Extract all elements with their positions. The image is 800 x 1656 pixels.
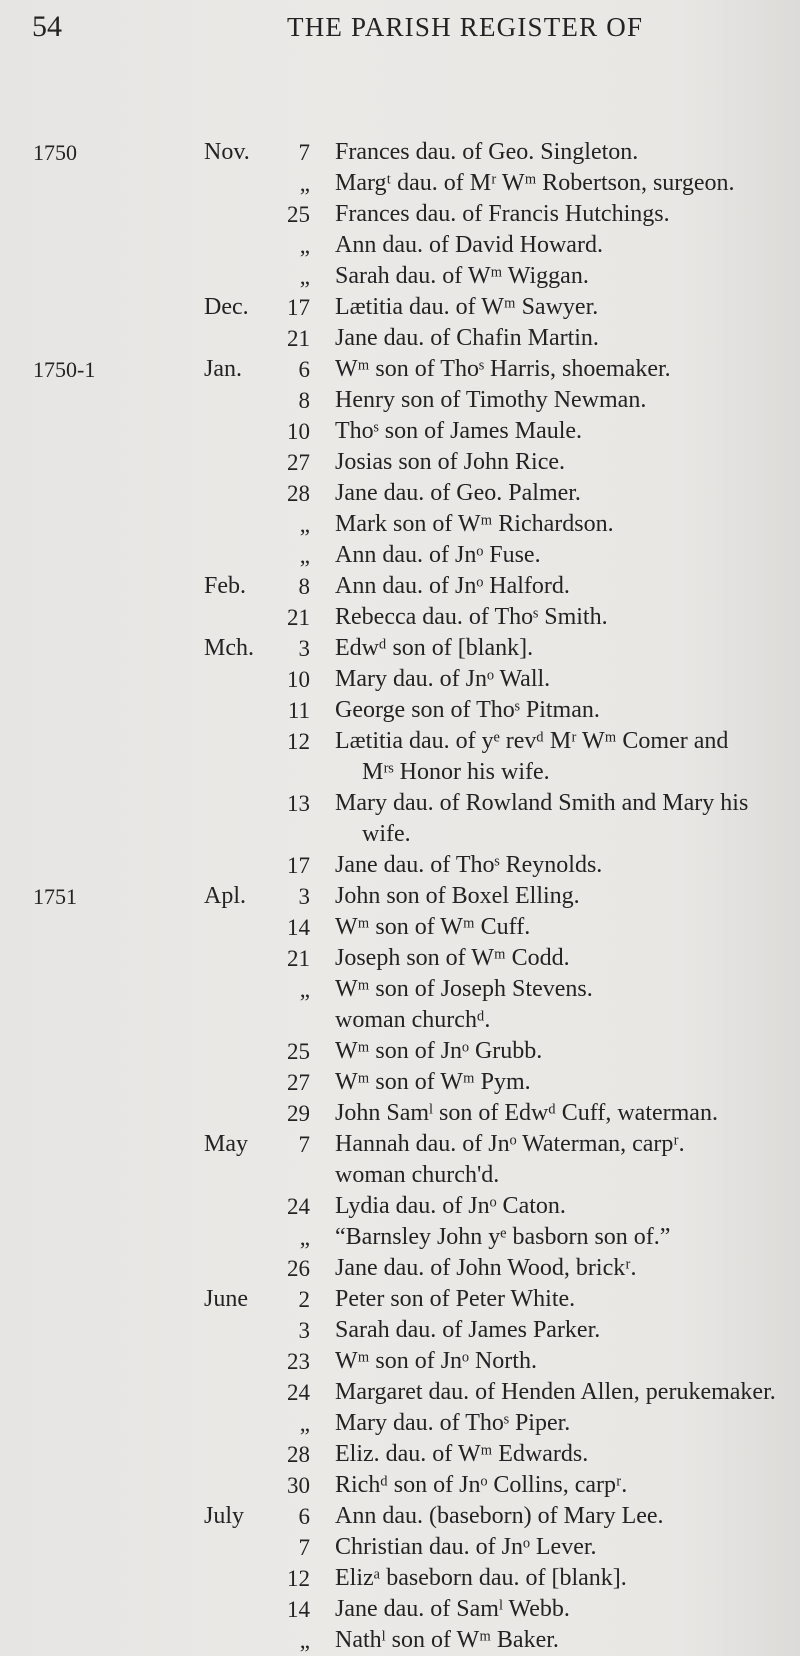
- register-entry: [0, 509, 800, 540]
- entry-day: „: [299, 1628, 310, 1653]
- entry-day: 6: [298, 1504, 310, 1529]
- register-entry: [0, 540, 800, 571]
- entry-text: “Barnsley John yᵉ basborn son of.”: [335, 1224, 671, 1250]
- entry-day: 3: [298, 636, 310, 661]
- register-entry: [0, 1129, 800, 1160]
- entry-day: 13: [287, 791, 310, 816]
- entry-text: Peter son of Peter White.: [335, 1286, 576, 1312]
- register-entry: [0, 168, 800, 199]
- entry-month: Feb.: [204, 573, 246, 599]
- entry-day: 23: [287, 1349, 310, 1374]
- entry-month: June: [204, 1286, 248, 1312]
- entry-text: Jane dau. of Geo. Palmer.: [335, 480, 581, 506]
- entry-text: Sarah dau. of Wᵐ Wiggan.: [335, 263, 589, 289]
- entry-text: Wᵐ son of Thoˢ Harris, shoemaker.: [335, 356, 671, 382]
- entry-text: Richᵈ son of Jnᵒ Collins, carpʳ.: [335, 1472, 628, 1498]
- page-number: 54: [32, 10, 62, 43]
- register-entry: [0, 1470, 800, 1501]
- register-entry: [0, 1532, 800, 1563]
- register-entry: [0, 1005, 800, 1036]
- entry-day: 17: [287, 295, 310, 320]
- register-entry: [0, 230, 800, 261]
- entry-day: 7: [298, 140, 310, 165]
- entry-text: Mark son of Wᵐ Richardson.: [335, 511, 614, 537]
- register-entry: [0, 881, 800, 912]
- entry-text: Jane dau. of Thoˢ Reynolds.: [335, 852, 603, 878]
- entry-day: 17: [287, 853, 310, 878]
- register-entry: [0, 1160, 800, 1191]
- entry-day: „: [299, 233, 310, 258]
- entry-day: 27: [287, 450, 310, 475]
- register-entry: [0, 1408, 800, 1439]
- entry-month: July: [204, 1503, 245, 1529]
- register-entry: [0, 1036, 800, 1067]
- entry-month: Apl.: [204, 883, 246, 909]
- entry-text: Ann dau. of David Howard.: [335, 232, 603, 258]
- entry-text: Lætitia dau. of yᵉ revᵈ Mʳ Wᵐ Comer and: [335, 728, 729, 754]
- entry-day: 24: [287, 1380, 310, 1405]
- register-entry: [0, 602, 800, 633]
- entry-day: 3: [298, 1318, 310, 1343]
- entry-day: 25: [287, 1039, 310, 1064]
- entry-month: Nov.: [204, 139, 250, 165]
- entry-text: Ann dau. of Jnᵒ Fuse.: [335, 542, 541, 568]
- entry-text: Margᵗ dau. of Mʳ Wᵐ Robertson, surgeon.: [335, 170, 735, 196]
- entry-day: 21: [287, 326, 310, 351]
- entry-year: 1751: [33, 884, 77, 909]
- entry-day: 10: [287, 667, 310, 692]
- register-entry: [0, 354, 800, 385]
- entry-day: 26: [287, 1256, 310, 1281]
- entry-text: Wᵐ son of Wᵐ Pym.: [335, 1069, 531, 1095]
- entry-day: 25: [287, 202, 310, 227]
- entry-day: „: [299, 512, 310, 537]
- register-entry: [0, 1563, 800, 1594]
- register-entry: [0, 292, 800, 323]
- entry-text: Wᵐ son of Wᵐ Cuff.: [335, 914, 531, 940]
- running-title: THE PARISH REGISTER OF: [287, 12, 644, 42]
- entry-text: Ann dau. of Jnᵒ Halford.: [335, 573, 570, 599]
- register-entry: [0, 1315, 800, 1346]
- entry-text: Sarah dau. of James Parker.: [335, 1317, 601, 1343]
- entry-day: 3: [298, 884, 310, 909]
- register-entry: [0, 323, 800, 354]
- entry-text: Elizᵃ baseborn dau. of [blank].: [335, 1565, 627, 1591]
- entry-day: 2: [298, 1287, 310, 1312]
- entry-text: Hannah dau. of Jnᵒ Waterman, carpʳ.: [335, 1131, 685, 1157]
- entry-day: 7: [298, 1132, 310, 1157]
- entry-day: 21: [287, 605, 310, 630]
- entry-day: 29: [287, 1101, 310, 1126]
- register-entry: [0, 416, 800, 447]
- entry-text: Joseph son of Wᵐ Codd.: [335, 945, 570, 971]
- entry-day: 14: [287, 1597, 310, 1622]
- entry-text: Jane dau. of Samˡ Webb.: [335, 1596, 570, 1622]
- entry-text: Mary dau. of Rowland Smith and Mary his: [335, 790, 749, 816]
- entry-text: Eliz. dau. of Wᵐ Edwards.: [335, 1441, 589, 1467]
- register-entry: [0, 788, 800, 847]
- entry-day: 28: [287, 481, 310, 506]
- entry-text: Lydia dau. of Jnᵒ Caton.: [335, 1193, 566, 1219]
- register-entry: [0, 1625, 800, 1656]
- entry-text: Edwᵈ son of [blank].: [335, 635, 534, 661]
- entry-month: May: [204, 1131, 248, 1157]
- entry-month: Jan.: [204, 356, 242, 382]
- entry-text: Margaret dau. of Henden Allen, perukemaker.: [335, 1379, 776, 1405]
- entry-text: Ann dau. (baseborn) of Mary Lee.: [335, 1503, 664, 1529]
- entry-day: 10: [287, 419, 310, 444]
- register-entry: [0, 695, 800, 726]
- register-entry: [0, 261, 800, 292]
- register-entry: [0, 385, 800, 416]
- entry-text: Christian dau. of Jnᵒ Lever.: [335, 1534, 597, 1560]
- register-entry: [0, 478, 800, 509]
- entry-text: Frances dau. of Geo. Singleton.: [335, 139, 639, 165]
- entry-day: „: [299, 977, 310, 1002]
- register-entry: [0, 1346, 800, 1377]
- entry-text: John son of Boxel Elling.: [335, 883, 580, 909]
- register-entry: [0, 1253, 800, 1284]
- register-entry: [0, 1377, 800, 1408]
- entry-text: Jane dau. of Chafin Martin.: [335, 325, 599, 351]
- entry-day: 21: [287, 946, 310, 971]
- register-entry: [0, 1067, 800, 1098]
- register-entry: [0, 850, 800, 881]
- register-entry: [0, 912, 800, 943]
- register-entry: [0, 1284, 800, 1315]
- entry-text: Jane dau. of John Wood, brickʳ.: [335, 1255, 637, 1281]
- register-entry: [0, 199, 800, 230]
- register-entry: [0, 1439, 800, 1470]
- register-entry: [0, 664, 800, 695]
- entry-day: „: [299, 543, 310, 568]
- entry-day: „: [299, 1225, 310, 1250]
- entry-text: Nathˡ son of Wᵐ Baker.: [335, 1627, 559, 1653]
- entry-day: 30: [287, 1473, 310, 1498]
- entry-day: 14: [287, 915, 310, 940]
- entry-text: Frances dau. of Francis Hutchings.: [335, 201, 670, 227]
- entry-text: woman church'd.: [335, 1162, 500, 1188]
- entry-text: Wᵐ son of Joseph Stevens.: [335, 976, 593, 1002]
- register-entry: [0, 974, 800, 1005]
- entry-text: Thoˢ son of James Maule.: [335, 418, 583, 444]
- entry-day: „: [299, 171, 310, 196]
- entry-text-continued: wife.: [362, 821, 411, 847]
- entry-text-continued: Mʳˢ Honor his wife.: [362, 759, 550, 785]
- register-entry: [0, 633, 800, 664]
- entry-year: 1750-1: [33, 357, 96, 382]
- entry-day: 12: [287, 729, 310, 754]
- entry-year: 1750: [33, 140, 77, 165]
- entry-text: Henry son of Timothy Newman.: [335, 387, 647, 413]
- entry-day: „: [299, 1411, 310, 1436]
- entry-text: Josias son of John Rice.: [335, 449, 565, 475]
- entry-day: 12: [287, 1566, 310, 1591]
- register-entry: [0, 1191, 800, 1222]
- entry-day: 27: [287, 1070, 310, 1095]
- entry-text: woman churchᵈ.: [335, 1007, 491, 1033]
- entry-day: 24: [287, 1194, 310, 1219]
- register-entry: [0, 571, 800, 602]
- page-header: [32, 10, 800, 46]
- register-entry: [0, 726, 800, 785]
- entry-text: George son of Thoˢ Pitman.: [335, 697, 600, 723]
- register-entry: [0, 1098, 800, 1129]
- register-entry: [0, 447, 800, 478]
- register-entry: [0, 1594, 800, 1625]
- entry-text: Mary dau. of Thoˢ Piper.: [335, 1410, 571, 1436]
- entry-text: Rebecca dau. of Thoˢ Smith.: [335, 604, 608, 630]
- entry-month: Dec.: [204, 294, 249, 320]
- entry-day: 8: [298, 574, 310, 599]
- register-entry: [0, 137, 800, 168]
- entry-day: 28: [287, 1442, 310, 1467]
- entry-text: Mary dau. of Jnᵒ Wall.: [335, 666, 551, 692]
- register-entry: [0, 943, 800, 974]
- entry-day: 7: [298, 1535, 310, 1560]
- entry-text: John Samˡ son of Edwᵈ Cuff, waterman.: [335, 1100, 718, 1126]
- entry-text: Lætitia dau. of Wᵐ Sawyer.: [335, 294, 599, 320]
- register-entry: [0, 1501, 800, 1532]
- entry-day: 6: [298, 357, 310, 382]
- entry-month: Mch.: [204, 635, 254, 661]
- register-entry: [0, 1222, 800, 1253]
- entry-day: „: [299, 264, 310, 289]
- entry-day: 8: [298, 388, 310, 413]
- entry-text: Wᵐ son of Jnᵒ Grubb.: [335, 1038, 543, 1064]
- entry-text: Wᵐ son of Jnᵒ North.: [335, 1348, 537, 1374]
- entry-day: 11: [287, 698, 310, 723]
